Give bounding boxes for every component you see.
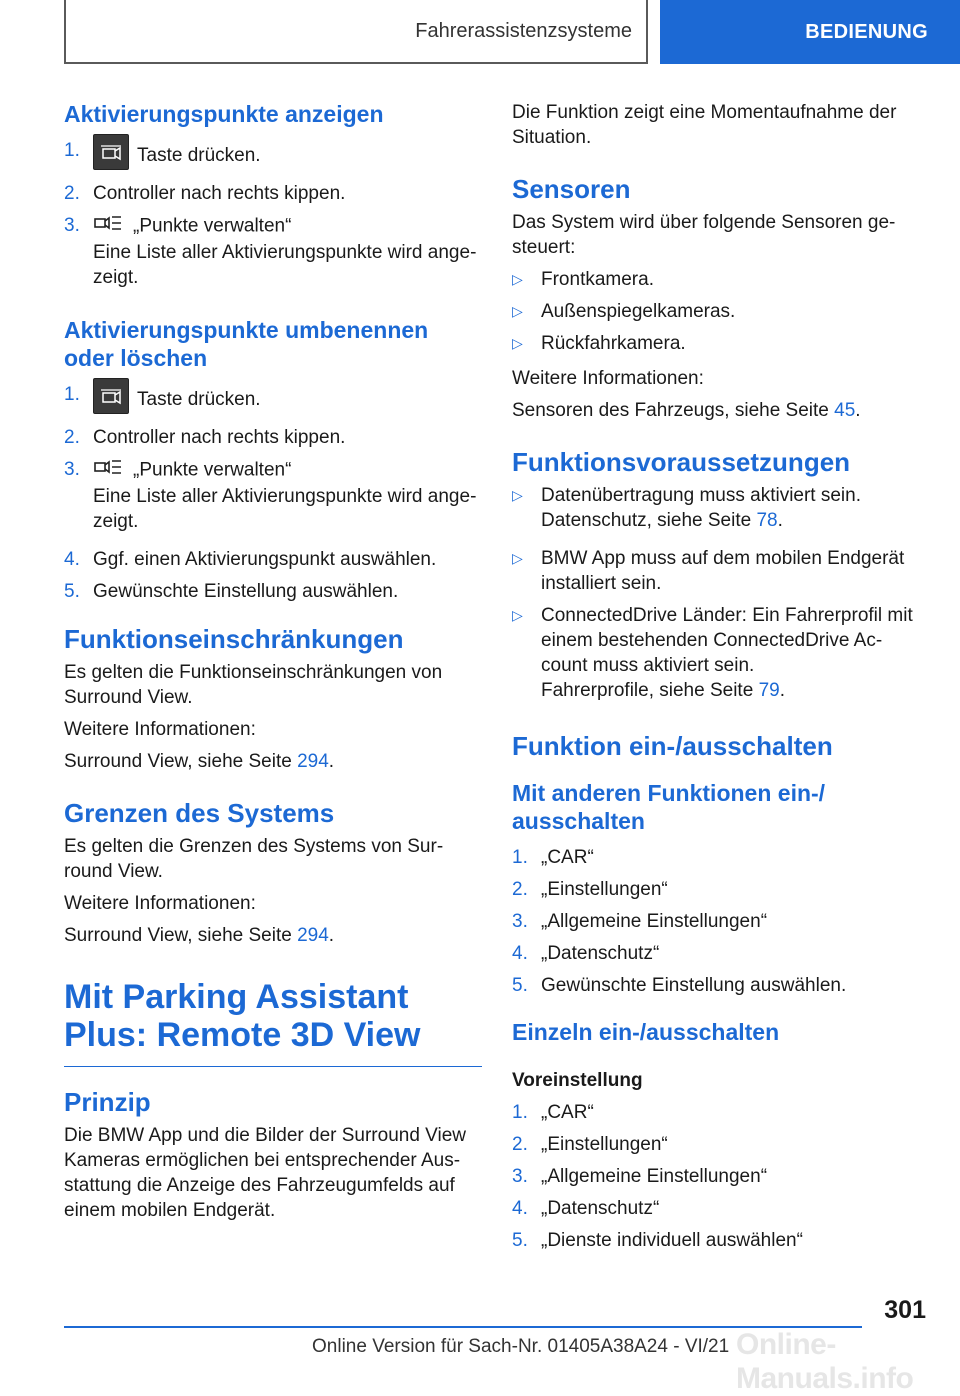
- list-item: 5. Gewünschte Einstellung auswählen.: [64, 581, 399, 602]
- right-column: [512, 100, 922, 1263]
- list-item: ▷ Frontkamera.: [512, 269, 654, 290]
- camera-menu-icon: [93, 213, 123, 240]
- list-item: 3. „Allgemeine Einstellungen“: [512, 911, 768, 932]
- requirements-list: [512, 483, 922, 709]
- bullet-icon: ▷: [512, 487, 523, 503]
- show-steps-list: [64, 138, 482, 296]
- bullet-icon: ▷: [512, 607, 523, 623]
- system-limits-text: Es gelten die Grenzen des Systems von Surround View.: [64, 836, 444, 882]
- list-item: ▷ Außenspiegelkameras.: [512, 301, 736, 322]
- watermark: Online-Manuals.info: [736, 1328, 914, 1395]
- page-link[interactable]: 78: [756, 510, 778, 531]
- limitations-text: Es gelten die Funktionseinschränkungen von Surround View.: [64, 662, 443, 708]
- single-steps: [512, 1100, 922, 1253]
- bullet-icon: ▷: [512, 335, 523, 351]
- header-chapter-title: BEDIENUNG: [660, 0, 960, 64]
- header-section-title: Fahrerassistenzsysteme: [64, 0, 648, 64]
- list-item: 2. „Einstellungen“: [512, 1134, 668, 1155]
- sensors-text: Das System wird über folgende Sensoren gesteuert:: [512, 212, 896, 258]
- list-item: 2. Controller nach rechts kippen.: [64, 427, 346, 448]
- bullet-icon: ▷: [512, 550, 523, 566]
- list-item: 5. Gewünschte Einstellung auswählen.: [512, 975, 847, 996]
- list-item: 2. Controller nach rechts kippen.: [64, 183, 346, 204]
- list-item: 1. Taste drücken.: [64, 382, 482, 418]
- list-item: 3. „Allgemeine Einstellungen“: [512, 1166, 768, 1187]
- rename-steps-list: [64, 382, 482, 604]
- sensors-list: [512, 267, 922, 356]
- heading-remote-3d-view: Mit Parking Assistant Plus: Remote 3D View: [64, 978, 482, 1067]
- list-item: 5. „Dienste individuell auswählen“: [512, 1230, 803, 1251]
- list-item: 4. Ggf. einen Aktivierungspunkt auswählen.: [64, 549, 437, 570]
- sensors-reference: Sensoren des Fahrzeugs, siehe Seite 45.: [512, 400, 861, 421]
- list-item: ▷ Datenübertragung muss aktiviert sein. Datenschutz, siehe Seite 78.: [512, 483, 922, 539]
- with-functions-steps: [512, 845, 922, 998]
- footer-text: Online Version für Sach-Nr. 01405A38A24 - VI/21: [312, 1336, 730, 1357]
- page-link[interactable]: 294: [297, 925, 329, 946]
- more-info-label: Weitere Informationen:: [512, 368, 704, 389]
- heading-requirements: Funktionsvoraussetzungen: [512, 447, 851, 477]
- list-item: ▷ Rückfahrkamera.: [512, 333, 686, 354]
- page-link[interactable]: 294: [297, 751, 329, 772]
- heading-sensors: Sensoren: [512, 174, 631, 204]
- principle-text: Die BMW App und die Bilder der Surround View Kameras ermöglichen bei entsprechender Ausstattung die Anzeige des Fahrzeugumfelds auf einem mobilen Endgerät.: [64, 1125, 467, 1221]
- list-item: 4. „Datenschutz“: [512, 943, 660, 964]
- list-item: 1. Taste drücken.: [64, 138, 482, 174]
- heading-function-on-off: Funktion ein-/ausschalten: [512, 731, 833, 761]
- heading-rename-points: Aktivierungspunkte umbenennen oder löschen: [64, 317, 429, 371]
- bullet-icon: ▷: [512, 271, 523, 287]
- intro-text: Die Funktion zeigt eine Momentaufnahme der Situation.: [512, 102, 897, 148]
- camera-menu-icon: [93, 457, 123, 484]
- heading-principle: Prinzip: [64, 1087, 151, 1117]
- list-item: 4. „Datenschutz“: [512, 1198, 660, 1219]
- page-link[interactable]: 79: [758, 680, 780, 701]
- list-item: ▷ ConnectedDrive Länder: Ein Fahrerprofil mit einem bestehenden ConnectedDrive Account muss aktiviert sein. Fahrerprofile, siehe Seite 79.: [512, 603, 922, 709]
- system-limits-reference: Surround View, siehe Seite 294.: [64, 925, 335, 946]
- list-item: 3. „Punkte verwalten“ Eine Liste aller Aktivierungspunkte wird angezeigt.: [64, 459, 477, 532]
- bullet-icon: ▷: [512, 303, 523, 319]
- camera-button-icon: [93, 378, 129, 414]
- heading-system-limits: Grenzen des Systems: [64, 798, 335, 828]
- more-info-label: Weitere Informationen:: [64, 719, 256, 740]
- list-item: 1. „CAR“: [512, 847, 594, 868]
- limitations-reference: Surround View, siehe Seite 294.: [64, 751, 335, 772]
- heading-limitations: Funktionseinschränkungen: [64, 624, 404, 654]
- preset-label: Voreinstellung: [512, 1070, 643, 1091]
- camera-button-icon: [93, 134, 129, 170]
- page-link[interactable]: 45: [834, 400, 856, 421]
- heading-show-points: Aktivierungspunkte anzeigen: [64, 101, 384, 127]
- heading-single-on-off: Einzeln ein-/ausschalten: [512, 1019, 780, 1045]
- list-item: ▷ BMW App muss auf dem mobilen Endgerät installiert sein.: [512, 548, 905, 594]
- heading-with-other-functions: Mit anderen Funktionen ein-/ ausschalten: [512, 780, 826, 834]
- page-number: 301: [884, 1296, 926, 1324]
- list-item: 2. „Einstellungen“: [512, 879, 668, 900]
- left-column: [64, 100, 482, 1230]
- list-item: 1. „CAR“: [512, 1102, 594, 1123]
- more-info-label: Weitere Informationen:: [64, 893, 256, 914]
- list-item: 3. „Punkte verwalten“ Eine Liste aller Aktivierungspunkte wird angezeigt.: [64, 215, 477, 288]
